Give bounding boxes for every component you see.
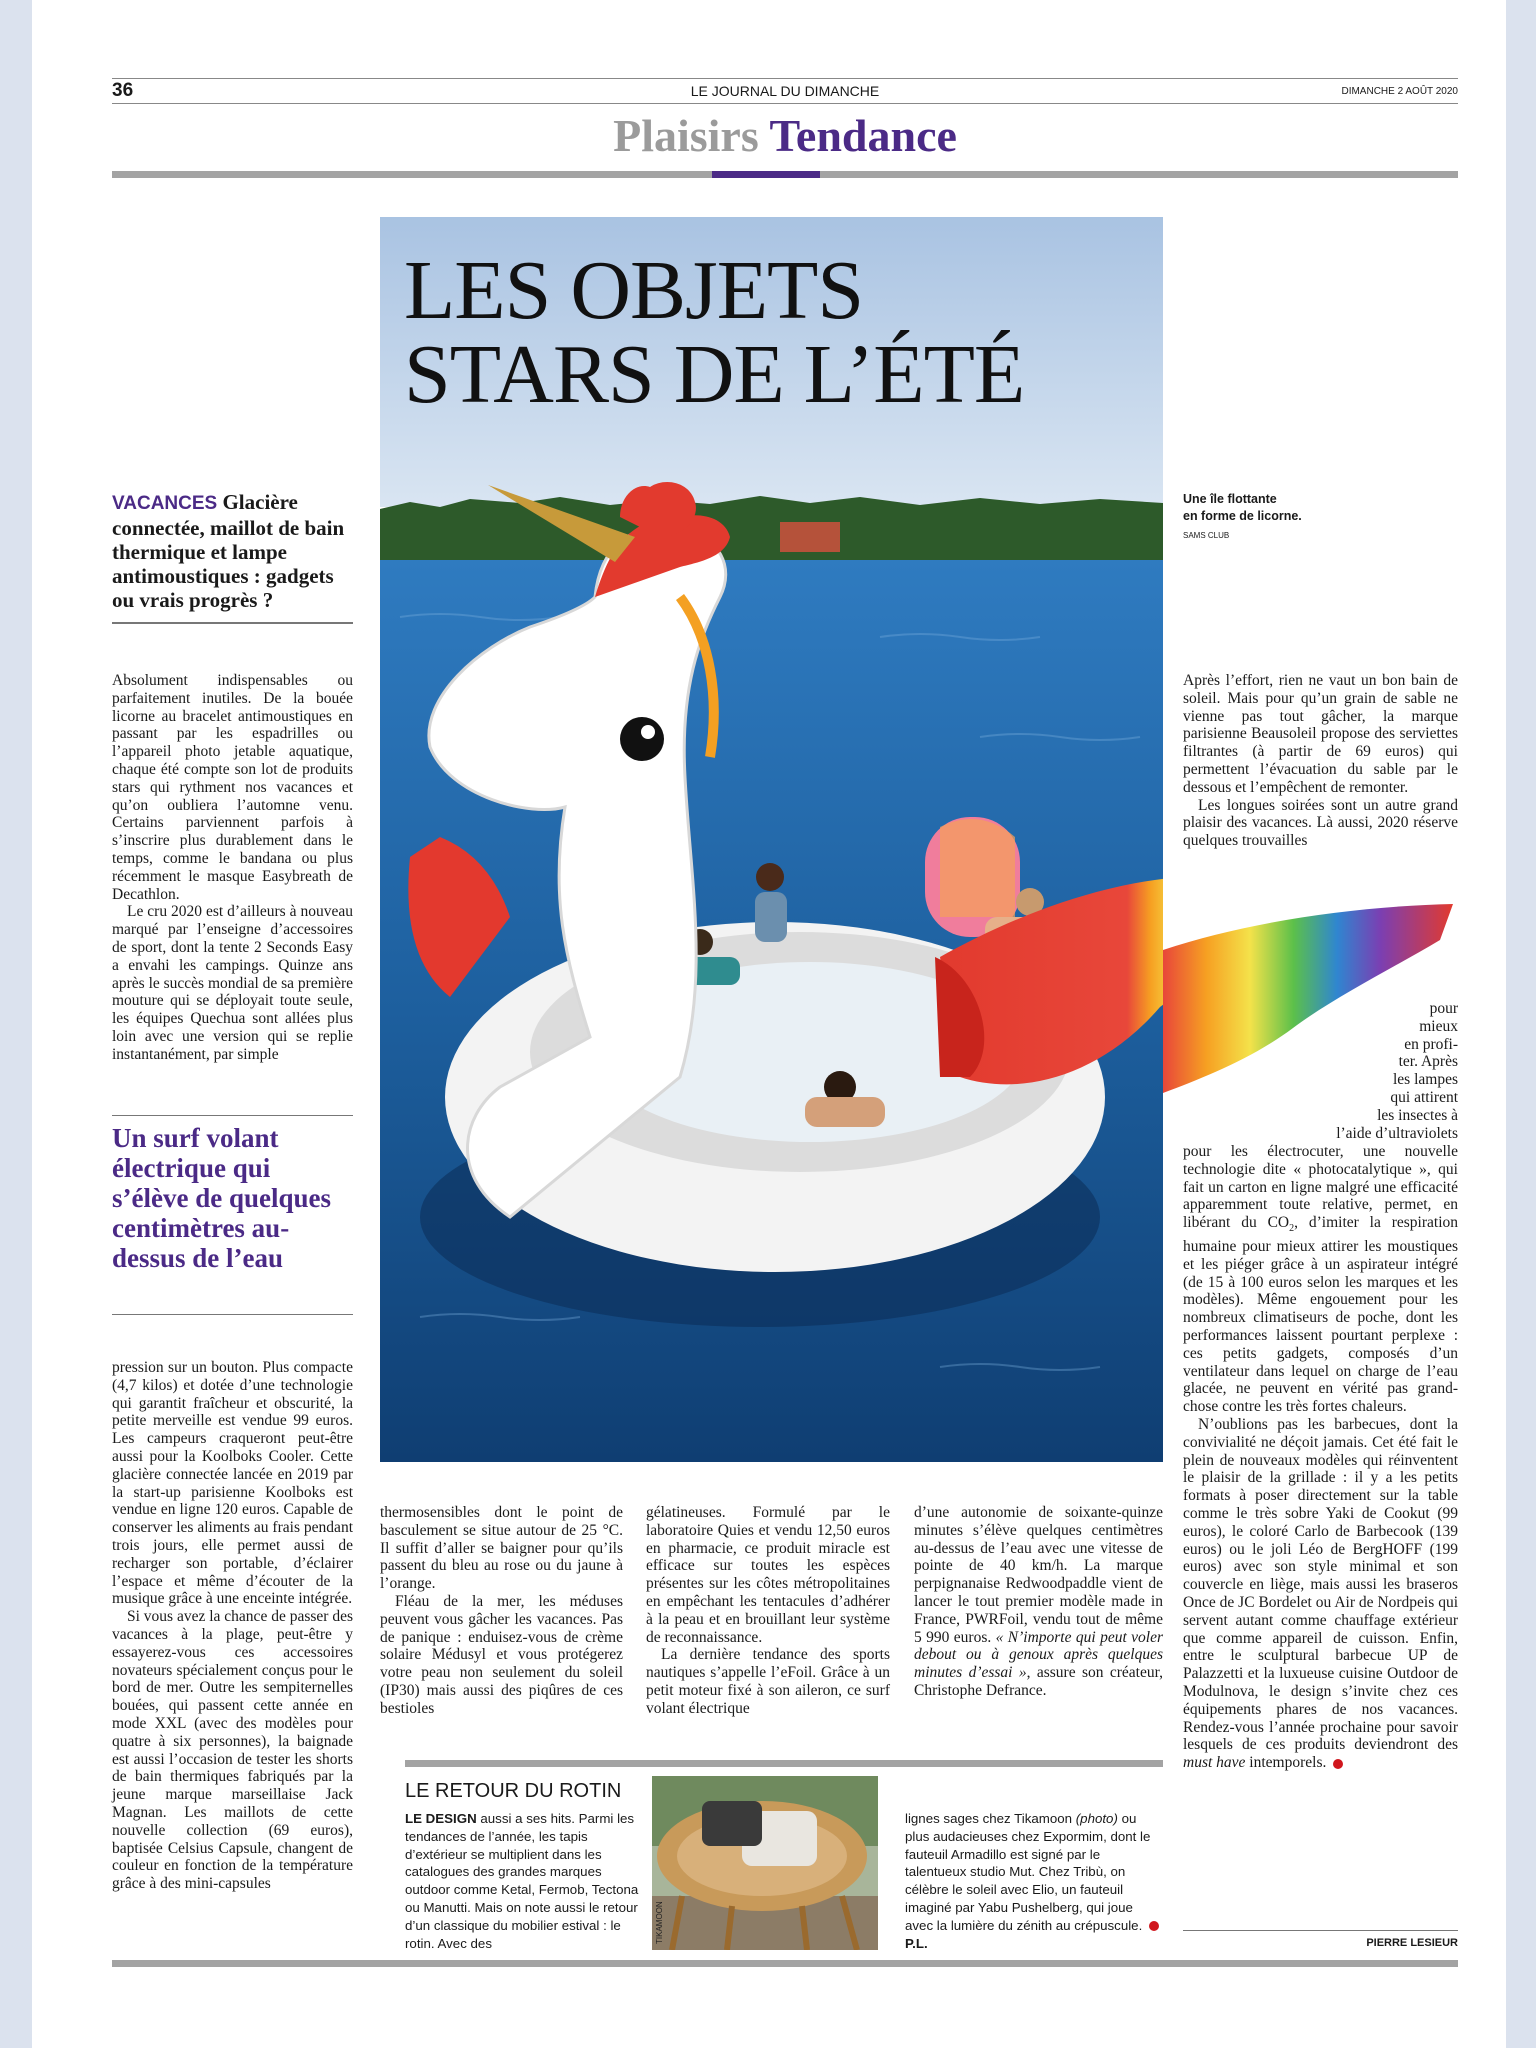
article-column-4 <box>914 1504 1163 1700</box>
sidebar-body: ou plus audacieuses chez Expormim, dont le fauteuil Armadillo est signé par le talentueux studio Mut. Chez Tribù, on célèbre le soleil avec Elio, un fauteuil imaginé par Yabu Pushelberg, qui joue avec la lumière du zénith au crépuscule. <box>905 1811 1151 1933</box>
sidebar-body: lignes sages chez Tikamoon <box>905 1811 1076 1826</box>
pullquote: Un surf volant électrique qui s’élève de quelques centimètres au-dessus de l’eau <box>112 1123 331 1273</box>
paragraph: Si vous avez la chance de passer des vacances à la plage, peut-être y essayerez-vous ces accessoires novateurs spécialement conçus pour le bord de mer. Outre les sempiternelles bouées, qui passent cette année en mode XXL (avec des modèles pour quatre à six personnes), la baignade est aussi l’occasion de tester les shorts de bain thermiques fabriqués par la jeune marque marseillaise Jack Magnan. Les maillots de cette nouvelle collection (69 euros), baptisée Celsius Capsule, changent de couleur en fonction de la température grâce à des mini-capsules <box>112 1608 353 1893</box>
article-column-2 <box>380 1504 623 1718</box>
article-column-5-wrap <box>1183 1000 1458 1142</box>
paragraph-text: pour les électrocuter, une nouvelle technologie dite « photocatalytique », qui fait un carton en ligne malgré une efficacité apparemment toute relative, permet, en libérant du CO <box>1183 1143 1458 1232</box>
paragraph-text: , d’imiter la respiration humaine pour mieux attirer les moustiques et les piéger grâce à un aspirateur intégré (de 15 à 100 euros selon les marques et les modèles). Même engouement pour les nombreux climatiseurs de poche, dont les performances laissent pourtant perplexe : ces petits gadgets, composés d’un ventilateur dans lequel on charge de l’eau glacée, ne peuvent en vérité pas grand-chose contre les très fortes chaleurs. <box>1183 1214 1459 1416</box>
publication-name: LE JOURNAL DU DIMANCHE <box>690 83 880 99</box>
rattan-photo <box>652 1776 878 1950</box>
sidebar-bar <box>405 1760 1163 1767</box>
sidebar-signature: P.L. <box>905 1935 928 1951</box>
end-dot-icon <box>1333 1759 1343 1769</box>
wrap-line: pour <box>1429 1000 1458 1017</box>
sidebar-body: aussi a ses hits. Parmi les tendances de l’année, les tapis d’extérieur se multiplient dans les catalogues des grandes marques outdoor comme Ketal, Fermob, Tectona ou Manutti. Mais on note aussi le retour d’un classique du mobilier estival : le rotin. Avec des <box>405 1811 639 1951</box>
newspaper-page <box>32 0 1506 2048</box>
section-title <box>112 108 1458 164</box>
paragraph-text: N’oublions pas les barbecues, dont la convivialité ne déçoit jamais. Cet été fait le plein de nouveaux modèles qui réinventent le plaisir de la grillade : il y a les petits formats à poser directement sur la table comme le très sobre Yaki de Cookut (99 euros), le coloré Carlo de Barbecook (139 euros) ou le joli Léo de BergHOFF (199 euros) avec son style minimal et son couvercle en liège, mais aussi les braseros Once de JC Bordelet ou Air de Nordpeis qui servent autant comme chauffage extérieur que comme appareil de cuisson. Enfin, entre le sculptural barbecue UP de Palazzetti et la luxueuse cuisine Outdoor de Modulnova, le design s’invite chez ces équipements phares de nos vacances. Rendez-vous l’année prochaine pour savoir lesquels de ces produits deviendront des <box>1183 1416 1458 1754</box>
paragraph: Fléau de la mer, les méduses peuvent vous gâcher les vacances. Pas de panique : enduisez-vous de crème solaire Médusyl et vous protégerez votre peau non seulement du soleil (IP30) mais aussi des piqûres de ces bestioles <box>380 1592 623 1717</box>
end-dot-icon <box>1149 1921 1159 1931</box>
paragraph: La dernière tendance des sports nautiques s’appelle l’eFoil. Grâce à un petit moteur fixé à son aileron, ce surf volant électrique <box>646 1646 890 1717</box>
author: PIERRE LESIEUR <box>1366 1937 1458 1949</box>
sidebar-title: LE RETOUR DU ROTIN <box>405 1780 622 1802</box>
wrap-line: l’aide d’ultraviolets <box>1336 1124 1458 1142</box>
sidebar-photo-ref: (photo) <box>1075 1811 1118 1826</box>
article-column-3 <box>646 1504 890 1718</box>
lede-text: Glacière connectée, maillot de bain thermique et lampe antimoustiques : gadgets ou vrais progrès ? <box>112 490 345 612</box>
photo-credit: TIKAMOON <box>655 1901 664 1944</box>
paragraph-text: d’une autonomie de soixante-quinze minutes s’élève quelques centimètres au-dessus de l’eau avec une vitesse de pointe de 40 km/h. La marque perpignanaise Redwoodpaddle vient de lancer le tout premier modèle made in France, PWRFoil, vendu tout de même 5 990 euros. <box>914 1504 1163 1646</box>
bottom-bar <box>112 1960 1458 1967</box>
paragraph: Après l’effort, rien ne vaut un bon bain de soleil. Mais pour qu’un grain de sable ne vienne pas tout gâcher, la marque parisienne Beausoleil propose des serviettes filtrantes (à partir de 69 euros) qui permettent l’évacuation du sable par le dessous et l’empêchent de remonter. <box>1183 672 1458 796</box>
paragraph: thermosensibles dont le point de basculement se situe autour de 25 °C. Il suffit d’aller se baigner pour qu’ils passent du bleu au rose ou du jaune à l’orange. <box>380 1504 623 1593</box>
rattan-chair-image <box>652 1776 878 1950</box>
paragraph-text: intemporels. <box>1245 1754 1327 1772</box>
lede <box>112 490 353 612</box>
photo-caption <box>1183 491 1323 544</box>
headline-line-2: STARS DE L’ÉTÉ <box>404 328 1025 421</box>
sidebar-text-left <box>405 1810 645 1952</box>
paragraph: pression sur un bouton. Plus compacte (4,7 kilos) et dotée d’une technologie qui garantit fraîcheur et obscurité, la petite merveille est vendue 99 euros. Les campeurs craqueront peut-être aussi pour la Koolboks Cooler. Cette glacière connectée lancée en 2019 par la start-up parisienne Koolboks est vendue en ligne 120 euros. Capable de conserver les aliments au frais pendant trois jours, elle permet aussi de recharger son portable, d’éclairer l’espace et même d’écouter de la musique grâce à une enceinte intégrée. <box>112 1359 353 1608</box>
top-rule <box>112 78 1458 79</box>
header-rule <box>112 103 1458 104</box>
caption-line-1: Une île flottante <box>1183 492 1277 506</box>
paragraph: Absolument indispensables ou parfaitement inutiles. De la bouée licorne au bracelet antimoustiques en passant par les espadrilles ou l’appareil photo jetable aquatique, chaque été compte son lot de produits stars qui rythment nos vacances et qu’on oubliera l’automne venu. Certains parviennent parfois à s’inscrire plus durablement dans le temps, comme le bandana ou plus récemment le masque Easybreath de Decathlon. <box>112 672 353 903</box>
sidebar-text-right <box>905 1810 1161 1952</box>
wrap-line: mieux <box>1419 1017 1458 1035</box>
quote: « N’importe qui peut voler debout ou à genoux après quelques minutes d’essai » <box>914 1628 1163 1682</box>
issue-date: DIMANCHE 2 AOÛT 2020 <box>1341 86 1458 97</box>
page-number: 36 <box>112 80 134 101</box>
sidebar-kicker: LE DESIGN <box>405 1811 477 1826</box>
wrap-line: en profi- <box>1404 1035 1458 1053</box>
wrap-line: qui attirent <box>1390 1088 1458 1106</box>
caption-credit: SAMS CLUB <box>1183 531 1230 540</box>
lede-rule <box>112 622 353 624</box>
wrap-line: les lampes <box>1393 1071 1458 1089</box>
section-prefix: Plaisirs <box>613 110 759 161</box>
lede-kicker: VACANCES <box>112 493 218 514</box>
caption-line-2: en forme de licorne. <box>1183 509 1302 523</box>
article-column-1 <box>112 672 353 1064</box>
subscript: 2 <box>1289 1223 1295 1235</box>
pullquote-rule-bottom <box>112 1314 353 1315</box>
section-name: Tendance <box>769 110 957 161</box>
pullquote-rule-top <box>112 1115 353 1116</box>
wrap-line: les insectes à <box>1377 1106 1458 1124</box>
paragraph: Les longues soirées sont un autre grand plaisir des vacances. Là aussi, 2020 réserve quelques trouvailles <box>1183 796 1458 850</box>
section-bar-accent <box>712 171 820 178</box>
author-rule <box>1183 1930 1458 1931</box>
article-column-5-top <box>1183 672 1458 850</box>
paragraph: gélatineuses. Formulé par le laboratoire Quies et vendu 12,50 euros en pharmacie, ce produit miracle est efficace sur toutes les espèces présentes sur les côtes métropolitaines en empêchant les tentacules d’adhérer à la peau et en brouillant leur système de reconnaissance. <box>646 1504 890 1646</box>
headline-line-1: LES OBJETS <box>404 244 864 337</box>
article-column-5-bottom <box>1183 1143 1458 1772</box>
headline <box>404 244 1025 421</box>
wrap-line: ter. Après <box>1398 1053 1458 1071</box>
paragraph: Le cru 2020 est d’ailleurs à nouveau marqué par l’enseigne d’accessoires de sport, dont la tente 2 Seconds Easy a envahi les campings. Quinze ans après le succès mondial de sa première mouture qui se déployait toute seule, les équipes Quechua sont allées plus loin avec une version qui se replie instantanément, par simple <box>112 903 354 1063</box>
paragraph-text: , assure son créateur, Christophe Defrance. <box>914 1664 1163 1699</box>
article-column-1b <box>112 1359 353 1893</box>
unicorn-photo <box>380 217 1163 1462</box>
emphasis: must have <box>1183 1754 1246 1772</box>
